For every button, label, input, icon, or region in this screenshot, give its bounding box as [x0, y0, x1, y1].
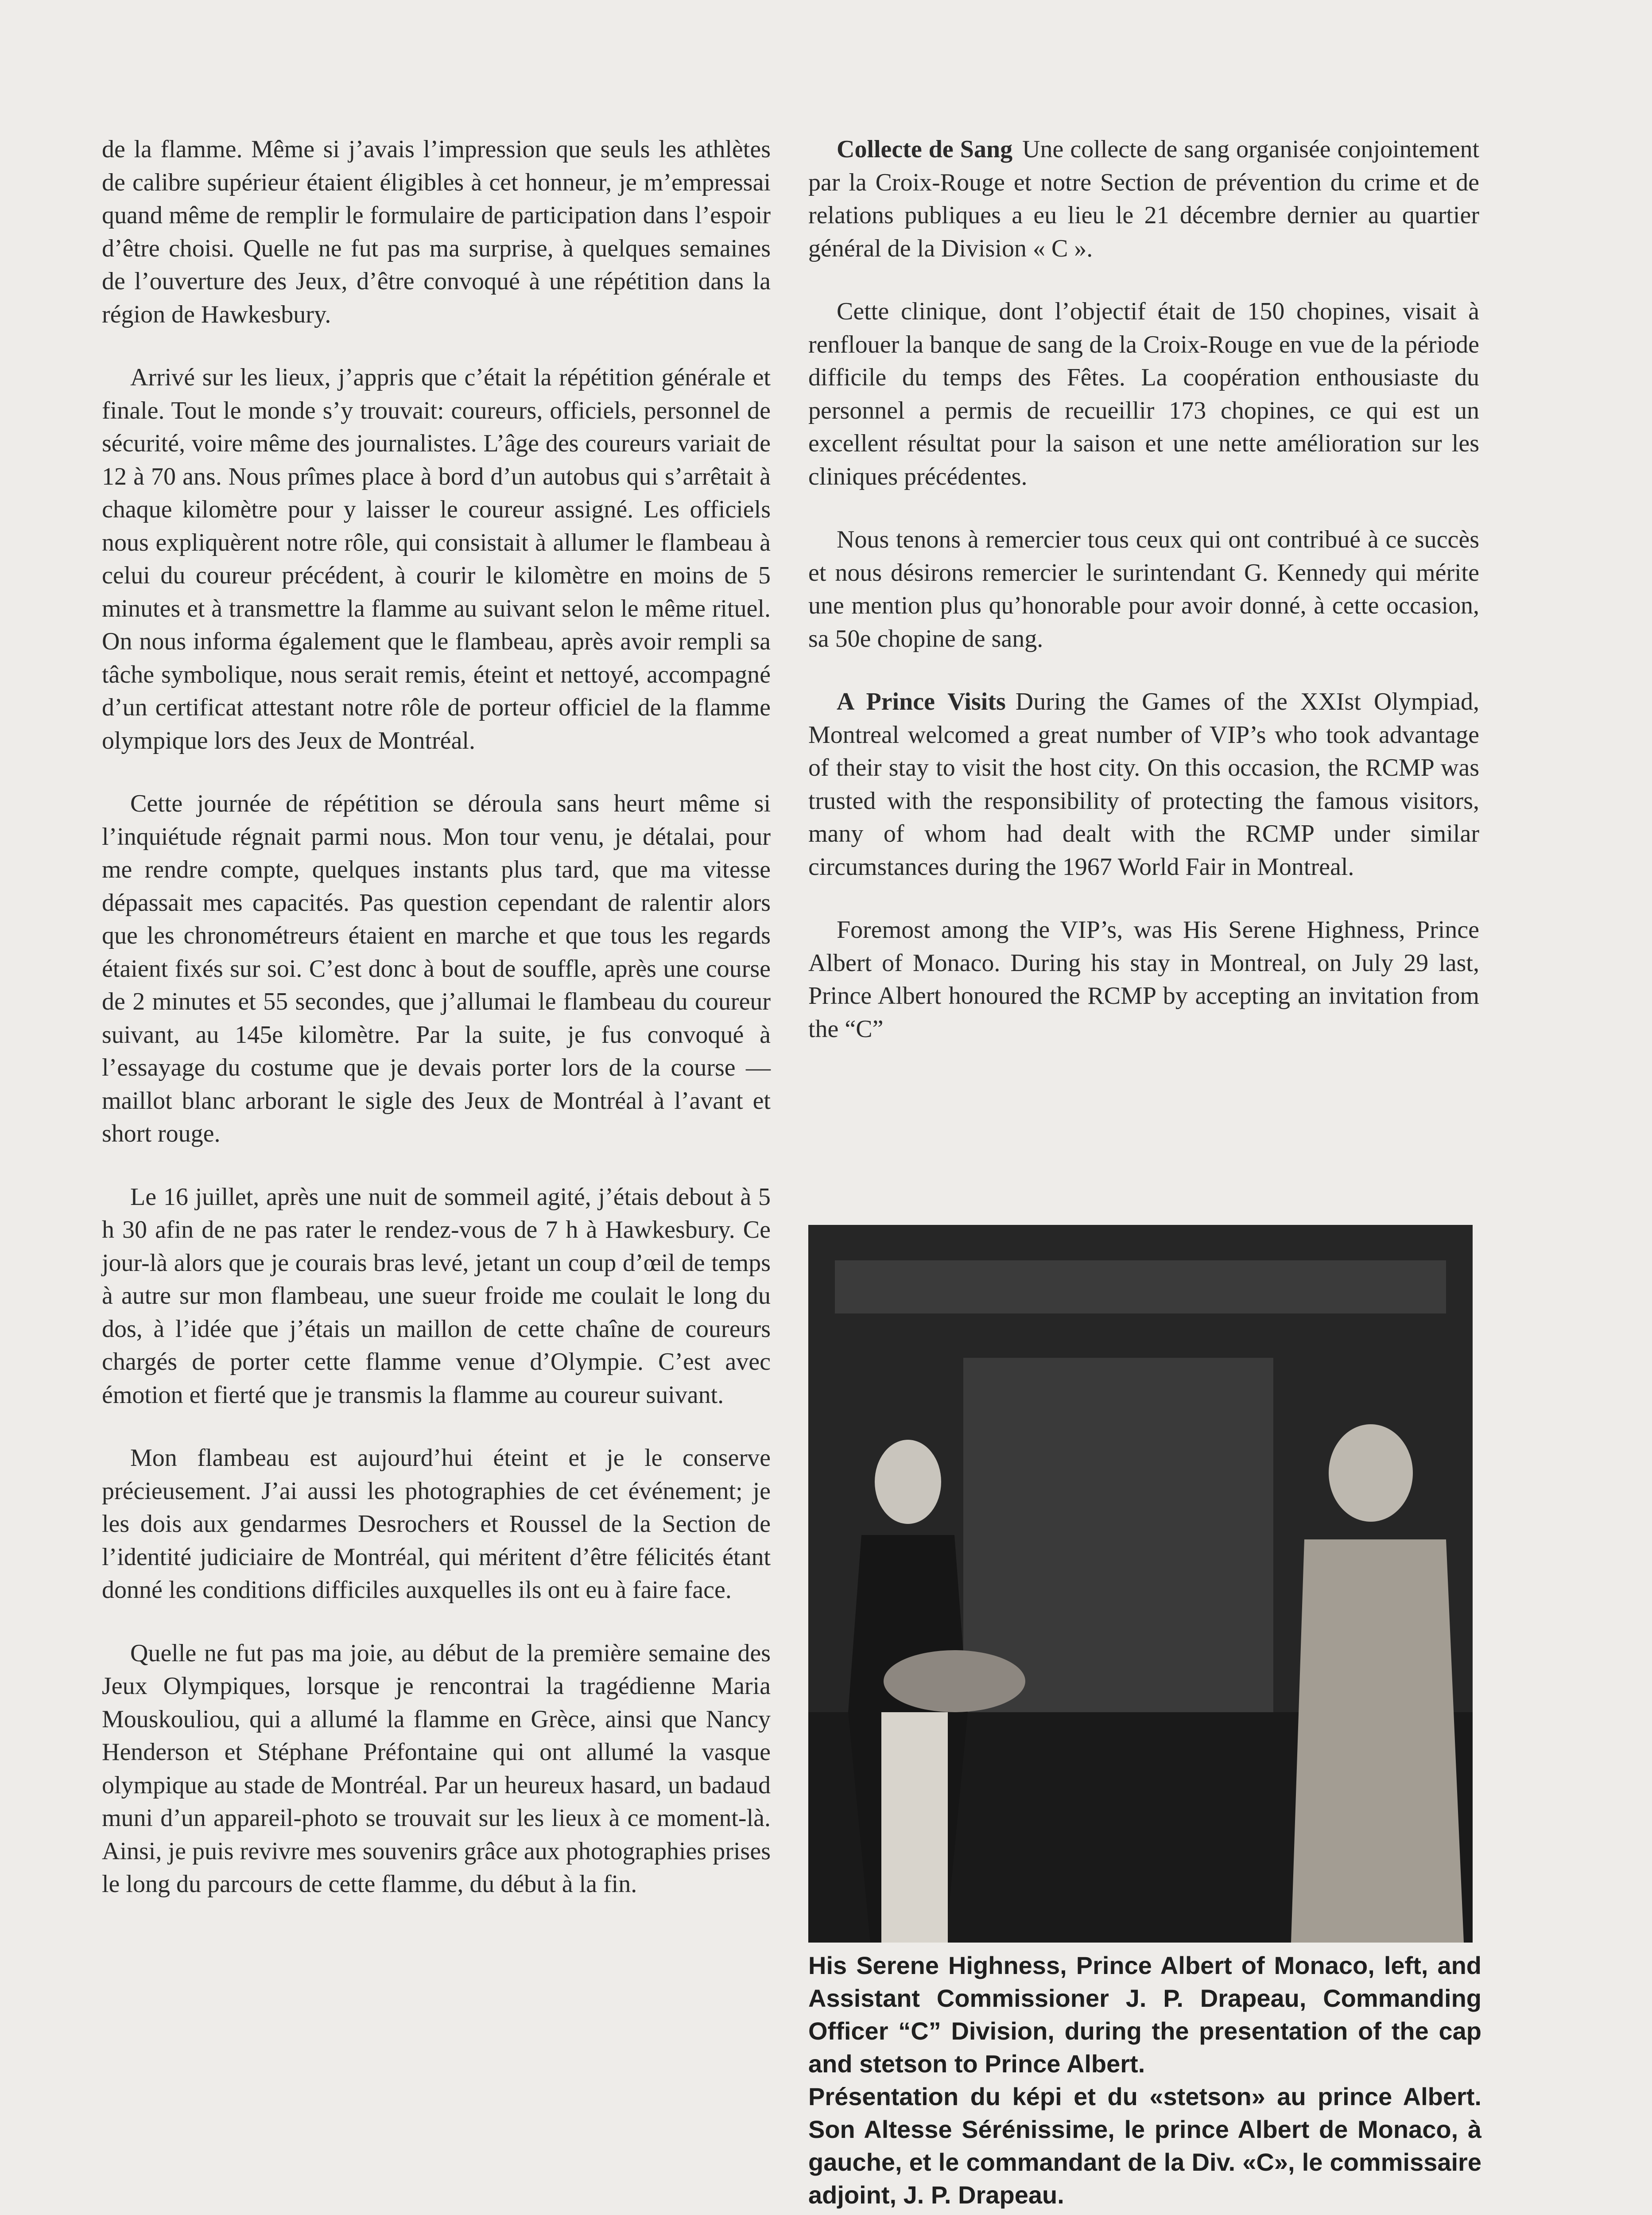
right-column [808, 133, 1479, 1076]
article-paragraph-1: de la flamme. Même si j’avais l’impression que seuls les athlètes de calibre supérieur étaient éligibles à cet honneur, je m’empressai quand même de remplir le formulaire de participation dans l’espoir d’être choisi. Quelle ne fut pas ma surprise, à quelques semaines de l’ouverture des Jeux, d’être convoqué à une répétition dans la région de Hawkesbury. [102, 136, 771, 328]
article-paragraph-6: Quelle ne fut pas ma joie, au début de la première semaine des Jeux Olympiques, lorsque je rencontrai la tragédienne Maria Mouskouliou, qui a allumé la flamme en Grèce, ainsi que Nancy Henderson et Stéphane Préfontaine qui ont allumé la vasque olympique au stade de Montréal. Par un heureux hasard, un badaud muni d’un appareil-photo se trouvait sur les lieux à ce moment-là. Ainsi, je puis revivre mes souvenirs grâce aux photographies prises le long du parcours de cette flamme, du début à la fin. [102, 1639, 771, 1898]
collecte-paragraph-1 [808, 133, 1479, 265]
photo-prince-trousers [881, 1712, 948, 1943]
article-paragraph-2: Arrivé sur les lieux, j’appris que c’était la répétition générale et finale. Tout le monde s’y trouvait: coureurs, officiels, personnel de sécurité, voire même des journalistes. L’âge des coureurs variait de 12 à 70 ans. Nous prîmes place à bord d’un autobus qui s’arrêtait à chaque kilomètre pour y laisser le coureur assigné. Les officiels nous expliquèrent notre rôle, qui consistait à allumer le flambeau à celui du coureur précédent, à courir le kilomètre en moins de 5 minutes et à transmettre la flamme au suivant selon le même rituel. On nous informa également que le flambeau, après avoir rempli sa tâche symbolique, nous serait remis, éteint et nettoyé, accompagné d’un certificat attestant notre rôle de porteur officiel de la flamme olympique lors des Jeux de Montréal. [102, 364, 771, 754]
prince-heading: A Prince Visits [837, 688, 1006, 715]
prince-text: During the Games of the XXIst Olympiad, Montreal welcomed a great number of VIP’s who took advantage of their stay to visit the host city. On this occasion, the RCMP was trusted with the responsibility of protecting the famous visitors, many of whom had dealt with the RCMP under similar circumstances during the 1967 World Fair in Montreal. [808, 688, 1480, 881]
caption-english: His Serene Highness, Prince Albert of Monaco, left, and Assistant Commissioner J. P. Drapeau, Commanding Officer “C” Division, during the presentation of the cap and stetson to Prince Albert. [808, 1951, 1481, 2078]
photo-bar-shelves [963, 1358, 1273, 1712]
article-paragraph-3: Cette journée de répétition se déroula sans heurt même si l’inquiétude régnait parmi nous. Mon tour venu, je détalai, pour me rendre compte, quelques instants plus tard, que ma vitesse dépassait mes capacités. Pas question cependant de ralentir alors que les chronométreurs étaient en marche et que tous les regards étaient fixés sur soi. C’est donc à bout de souffle, après une course de 2 minutes et 55 secondes, que j’allumai le flambeau du coureur suivant, au 145e kilomètre. Par la suite, je fus convoqué à l’essayage du costume que je devais porter lors de la course — maillot blanc arborant le sigle des Jeux de Montréal à l’avant et short rouge. [102, 790, 771, 1147]
article-paragraph-4: Le 16 juillet, après une nuit de sommeil agité, j’étais debout à 5 h 30 afin de ne pas rater le rendez-vous de 7 h à Hawkesbury. Ce jour-là alors que je courais bras levé, jetant un coup d’œil de temps à autre sur mon flambeau, une sueur froide me coulait le long du dos, à l’idée que j’étais un maillon de cette chaîne de coureurs chargés de porter cette flamme venue d’Olympie. C’est avec émotion et fierté que je transmis la flamme au coureur suivant. [102, 1183, 771, 1409]
photo-prince-head [875, 1440, 941, 1524]
prince-paragraph-1 [808, 685, 1479, 883]
collecte-paragraph-3: Nous tenons à remercier tous ceux qui ont contribué à ce succès et nous désirons remercier le surintendant G. Kennedy qui mérite une mention plus qu’honorable pour avoir donné, à cette occasion, sa 50e chopine de sang. [808, 526, 1479, 653]
photo-commissioner-suit [1291, 1539, 1464, 1943]
collecte-text: Une collecte de sang organisée conjointement par la Croix-Rouge et notre Section de prévention du crime et de relations publiques a eu lieu le 21 décembre dernier au quartier général de la Division « C ». [808, 136, 1480, 262]
collecte-paragraph-2: Cette clinique, dont l’objectif était de 150 chopines, visait à renflouer la banque de sang de la Croix-Rouge en vue de la période difficile du temps des Fêtes. La coopération enthousiaste du personnel a permis de recueillir 173 chopines, ce qui est un excellent résultat pour la saison et une nette amélioration sur les cliniques précédentes. [808, 298, 1479, 490]
photo-caption [808, 1949, 1481, 2211]
left-column [102, 133, 771, 1931]
photo-ceiling-lights [835, 1260, 1446, 1313]
photo-illustration [808, 1225, 1473, 1943]
collecte-heading: Collecte de Sang [837, 136, 1013, 163]
caption-french: Présentation du képi et du «stetson» au prince Albert. Son Altesse Sérénissime, le prince Albert de Monaco, à gauche, et le commandant de la Div. «C», le commissaire adjoint, J. P. Drapeau. [808, 2083, 1481, 2209]
photo-stetson-hat [884, 1650, 1025, 1712]
photo-commissioner-head [1329, 1424, 1413, 1522]
presentation-photo [808, 1225, 1473, 1943]
article-paragraph-5: Mon flambeau est aujourd’hui éteint et je le conserve précieusement. J’ai aussi les photographies de cet événement; je les dois aux gendarmes Desrochers et Roussel de la Section de l’identité judiciaire de Montréal, qui méritent d’être félicités étant donné les conditions difficiles auxquelles ils ont eu à faire face. [102, 1444, 771, 1604]
prince-paragraph-2: Foremost among the VIP’s, was His Serene Highness, Prince Albert of Monaco. During his stay in Montreal, on July 29 last, Prince Albert honoured the RCMP by accepting an invitation from the “C” [808, 916, 1479, 1043]
